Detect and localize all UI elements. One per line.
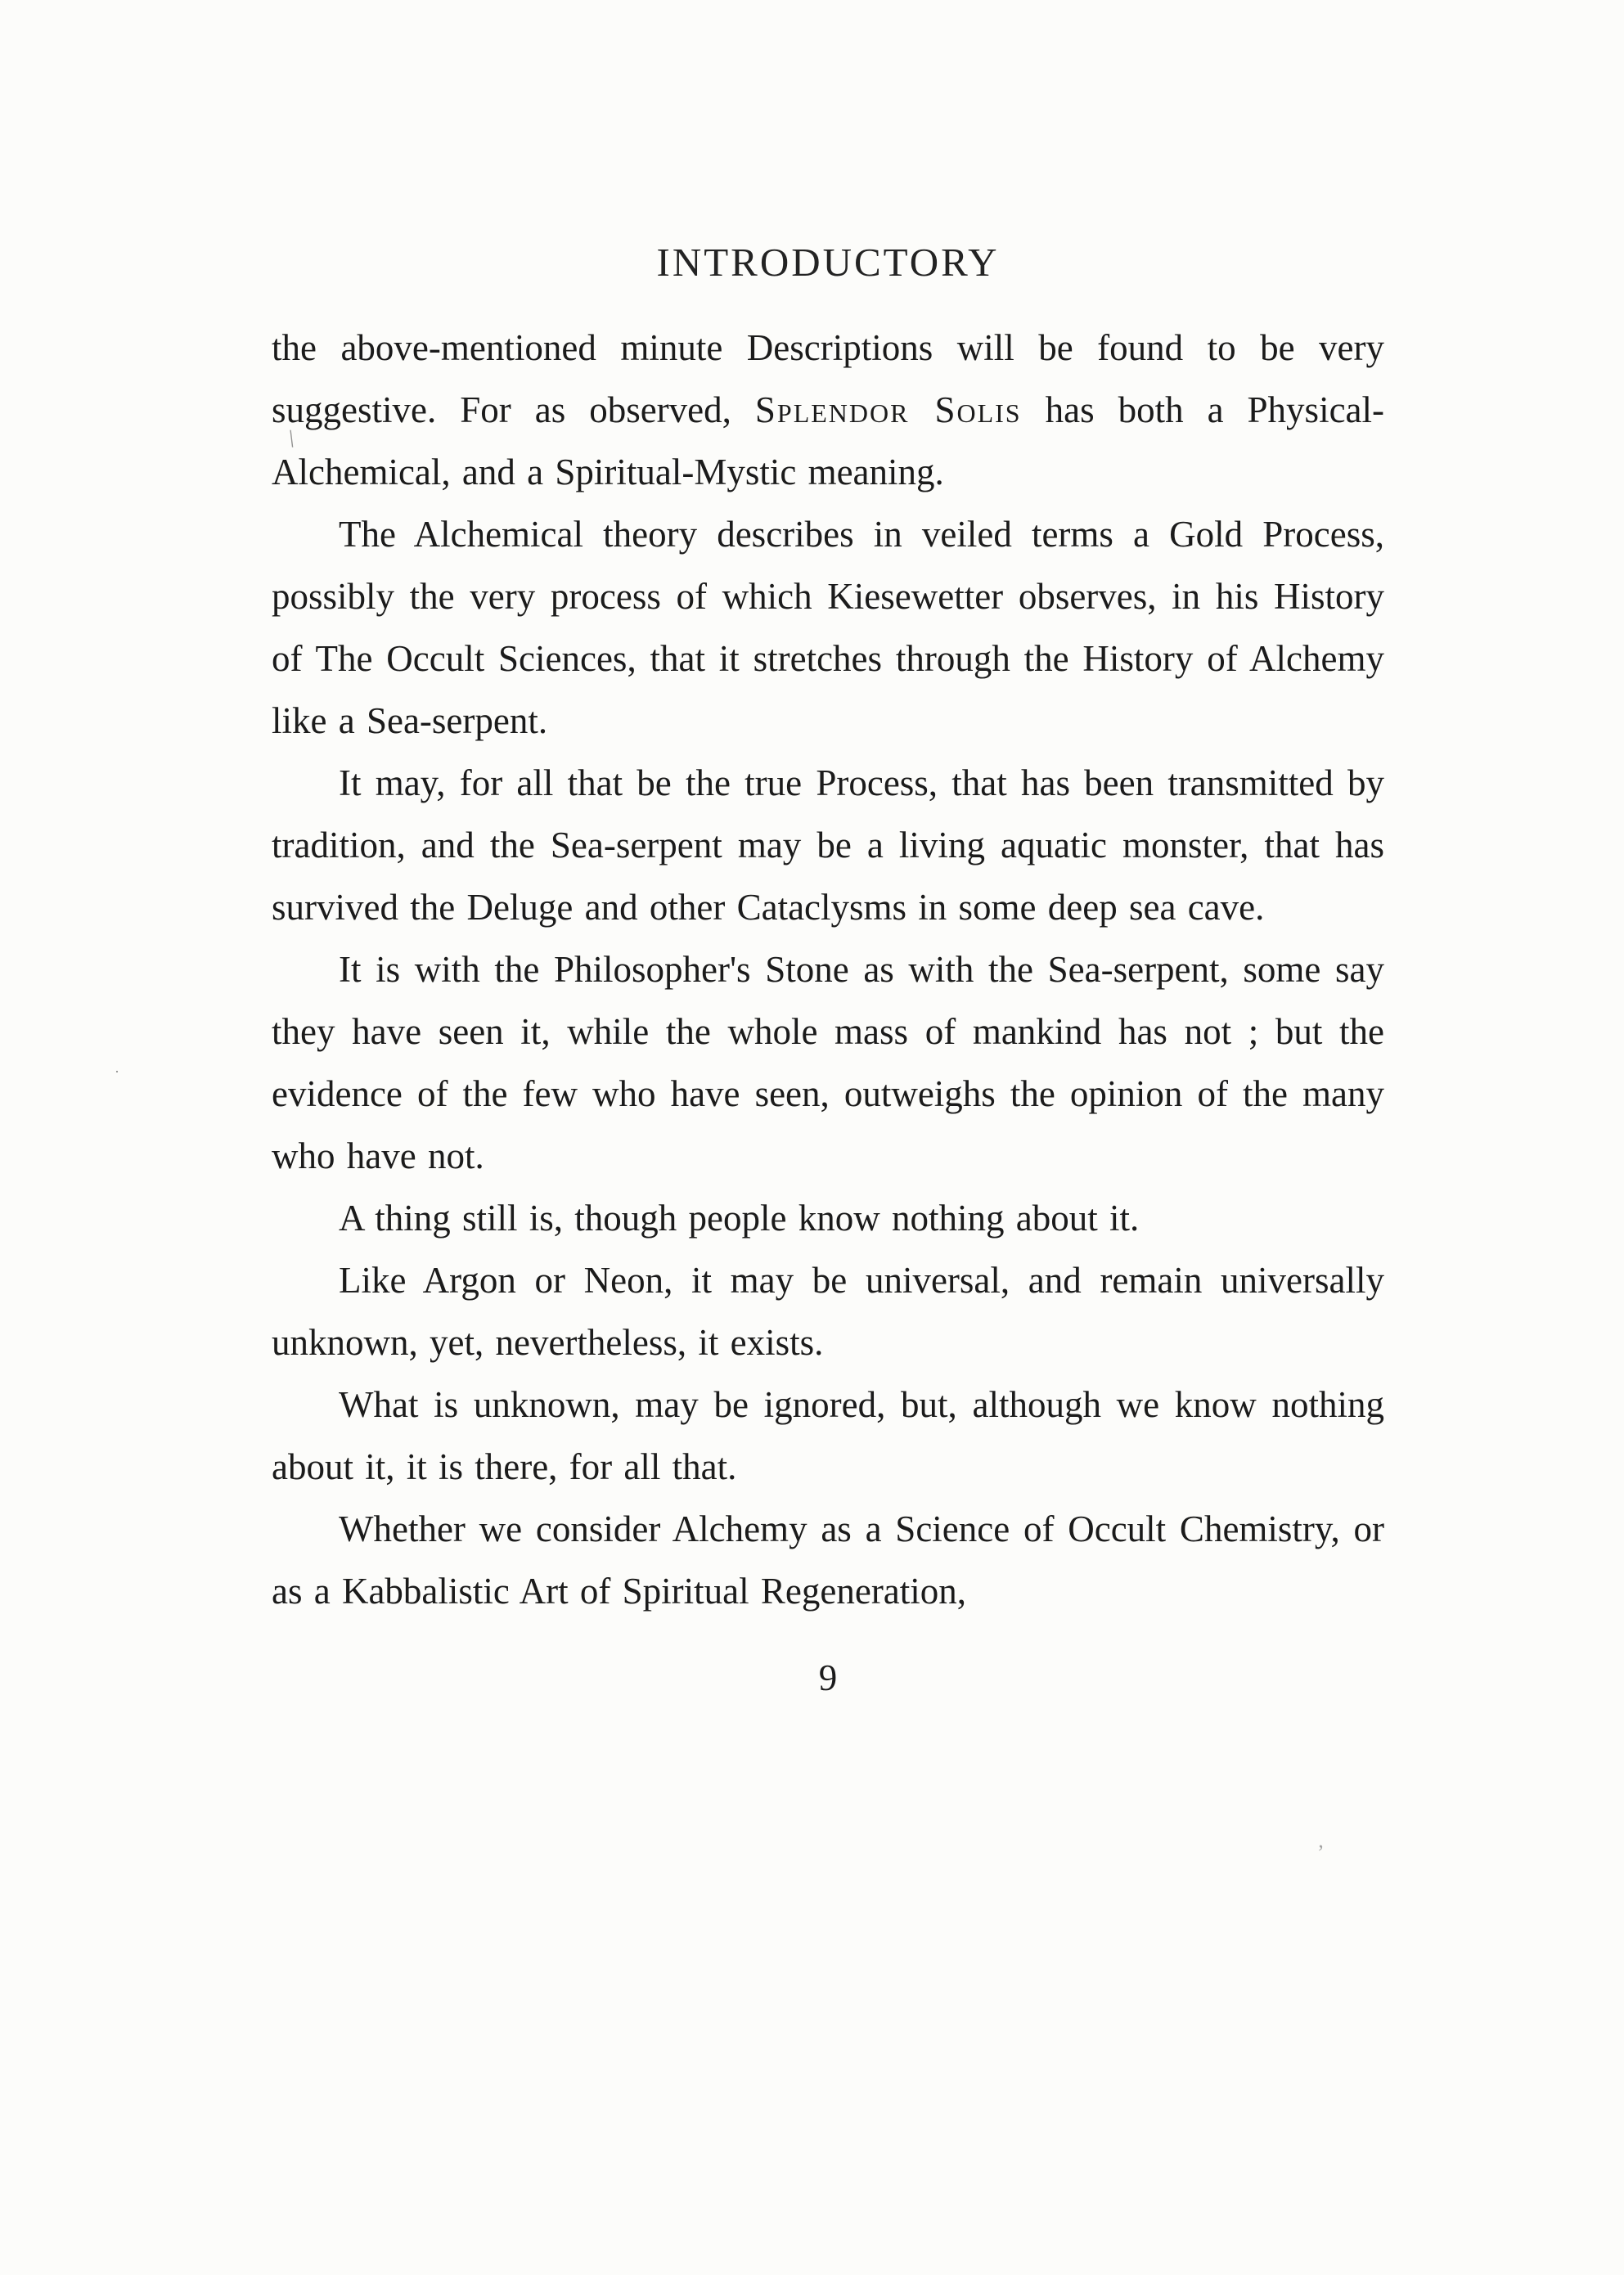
paragraph: It is with the Philosopher's Stone as with the Sea-serpent, some say they have seen it, while the whole mass of mankind has not ; but the evidence of the few who have seen, outweighs the opinion of the many who have not. xyxy=(272,949,1384,1176)
text-block xyxy=(272,239,1384,1699)
paragraph: Like Argon or Neon, it may be universal, and remain universally unknown, yet, nevertheless, it exists. xyxy=(272,1260,1384,1363)
body-text xyxy=(272,317,1384,1622)
paragraph-text: has both a Physical-Alchemical, and a Spiritual-Mystic meaning. xyxy=(272,389,1385,492)
page-number: 9 xyxy=(818,1657,838,1698)
paragraph: A thing still is, though people know nothing about it. xyxy=(339,1198,1140,1239)
page-heading: INTRODUCTORY xyxy=(656,240,1000,285)
paragraph: It may, for all that be the true Process, that has been transmitted by tradition, and the Sea-serpent may be a living aquatic monster, that has survived the Deluge and other Cataclysms in some deep sea cave. xyxy=(272,762,1384,928)
smallcaps-term: Splendor Solis xyxy=(754,389,1022,430)
paragraph: The Alchemical theory describes in veiled terms a Gold Process, possibly the very process of which Kiesewetter observes, in his History of The Occult Sciences, that it stretches through the History of Alchemy like a Sea-serpent. xyxy=(272,514,1384,741)
paragraph: What is unknown, may be ignored, but, although we know nothing about it, it is there, for all that. xyxy=(272,1384,1384,1487)
paragraph-text: the above-mentioned minute Descriptions will be found to be very suggestive. For as observed, xyxy=(272,327,1384,430)
scan-artifact: ʼ xyxy=(1317,1841,1325,1864)
paragraph: Whether we consider Alchemy as a Science of Occult Chemistry, or as a Kabbalistic Art of Spiritual Regeneration, xyxy=(272,1508,1384,1612)
scan-artifact: \ xyxy=(285,425,298,453)
scan-artifact: · xyxy=(115,1063,119,1080)
paragraph xyxy=(272,317,1384,503)
